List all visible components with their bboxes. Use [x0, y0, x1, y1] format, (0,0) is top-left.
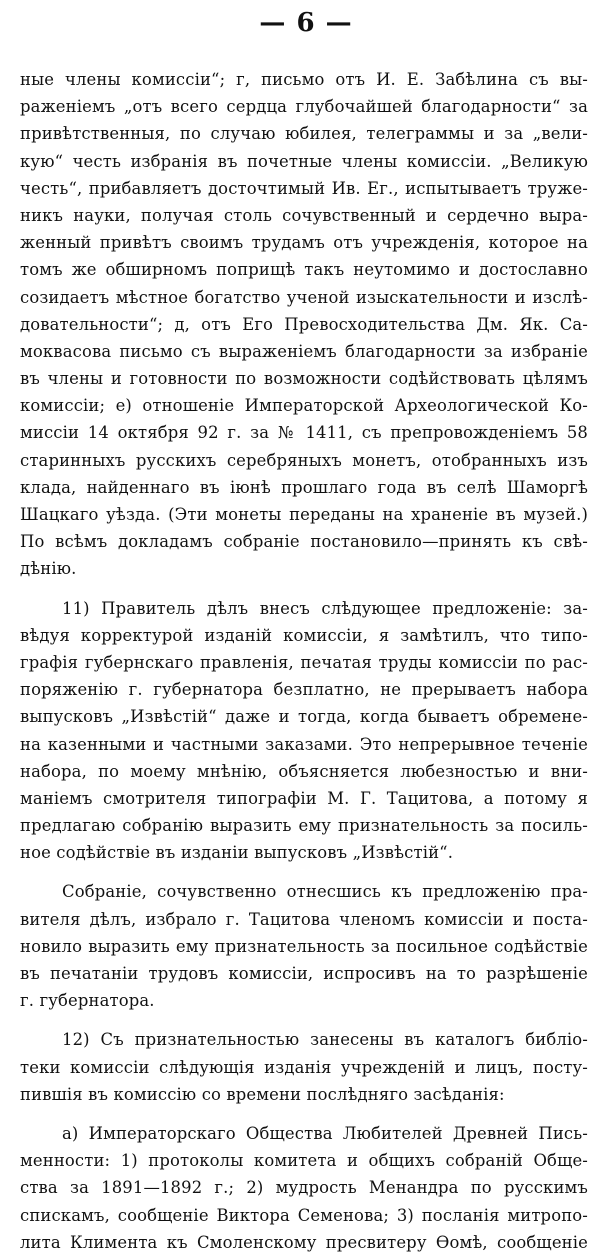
text-line: г. губернатора.	[20, 991, 155, 1011]
text-line: раженіемъ „отъ всего сердца глубочайшей благодарности“ за	[20, 97, 588, 117]
text-line: лита Климента къ Смоленскому пресвитеру Ѳомѣ, сообщеніе	[20, 1232, 588, 1252]
text-line: По всѣмъ докладамъ собраніе постановило—принять къ свѣ-	[20, 532, 588, 552]
text-line: моквасова письмо съ выраженіемъ благодарности за избраніе	[20, 341, 588, 361]
paragraph-gap	[20, 1108, 588, 1120]
text-line: комиссіи; е) отношеніе Императорской Археологической Ко-	[20, 396, 588, 416]
text-line: теки комиссіи слѣдующія изданія учрежденій и лицъ, посту-	[20, 1057, 588, 1077]
text-line: а) Императорскаго Общества Любителей Древней Пись-	[62, 1123, 588, 1143]
paragraph-item-12	[20, 1026, 588, 1108]
document-body	[20, 66, 588, 1256]
text-line: выпусковъ „Извѣстій“ даже и тогда, когда бываетъ обремене-	[20, 707, 588, 727]
paragraph-continuation	[20, 66, 588, 583]
page-number: — 6 —	[259, 8, 353, 38]
text-line: вѣдуя корректурой изданій комиссіи, я замѣтилъ, что типо-	[20, 625, 588, 645]
text-line: никъ науки, получая столь сочувственный и сердечно выра-	[20, 205, 588, 225]
text-line: кую“ честь избранія въ почетные члены комиссіи. „Великую	[20, 151, 588, 171]
text-line: 12) Съ признательностью занесены въ каталогъ библіо-	[62, 1030, 588, 1050]
text-line: набора, по моему мнѣнію, объясняется любезностью и вни-	[20, 761, 588, 781]
paragraph-assembly-decision	[20, 878, 588, 1014]
text-line: клада, найденнаго въ іюнѣ прошлаго года въ селѣ Шаморгѣ	[20, 477, 588, 497]
text-line: графія губернскаго правленія, печатая труды комиссіи по рас-	[20, 652, 588, 672]
text-line: новило выразить ему признательность за посильное содѣйствіе	[20, 936, 588, 956]
text-line: женный привѣтъ своимъ трудамъ отъ учрежденія, которое на	[20, 233, 588, 253]
text-line: 11) Правитель дѣлъ внесъ слѣдующее предложеніе: за-	[62, 598, 588, 618]
text-line: довательности“; д, отъ Его Превосходительства Дм. Як. Са-	[20, 314, 588, 334]
paragraph-gap	[20, 866, 588, 878]
text-line: пившія въ комиссію со времени послѣдняго засѣданія:	[20, 1084, 505, 1104]
text-line: привѣтственныя, по случаю юбилея, телеграммы и за „вели-	[20, 124, 588, 144]
text-line: предлагаю собранію выразить ему признательность за посиль-	[20, 816, 588, 836]
text-line: на казенными и частными заказами. Это непрерывное теченіе	[20, 734, 588, 754]
text-line: старинныхъ русскихъ серебряныхъ монетъ, отобранныхъ изъ	[20, 450, 588, 470]
text-line: ные члены комиссіи“; г, письмо отъ И. Е. Забѣлина съ вы-	[20, 70, 588, 89]
text-line: созидаетъ мѣстное богатство ученой изыскательности и изслѣ-	[20, 287, 588, 307]
paragraph-item-11	[20, 595, 588, 867]
text-line: спискамъ, сообщеніе Виктора Семенова; 3) посланія митропо-	[20, 1205, 588, 1225]
text-line: поряженію г. губернатора безплатно, не прерываетъ набора	[20, 680, 588, 700]
text-line: въ члены и готовности по возможности содѣйствовать цѣлямъ	[20, 369, 588, 389]
text-line: дѣнію.	[20, 559, 77, 579]
text-line: миссіи 14 октября 92 г. за № 1411, съ препровожденіемъ 58	[20, 423, 588, 443]
text-line: ное содѣйствіе въ изданіи выпусковъ „Извѣстій“.	[20, 843, 454, 863]
text-line: честь“, прибавляетъ досточтимый Ив. Ег., испытываетъ труже-	[20, 178, 588, 198]
text-line: вителя дѣлъ, избрало г. Тацитова членомъ комиссіи и поста-	[20, 909, 588, 929]
text-line: ства за 1891—1892 г.; 2) мудрость Менандра по русскимъ	[20, 1178, 588, 1198]
paragraph-gap	[20, 1014, 588, 1026]
text-line: томъ же обширномъ поприщѣ такъ неутомимо и достославно	[20, 260, 588, 280]
paragraph-item-12a	[20, 1120, 588, 1256]
text-line: Шацкаго уѣзда. (Эти монеты переданы на храненіе въ музей.)	[20, 505, 588, 524]
text-line: менности: 1) протоколы комитета и общихъ собраній Обще-	[20, 1151, 588, 1171]
text-line: маніемъ смотрителя типографіи М. Г. Тацитова, а потому я	[20, 788, 588, 808]
text-line: Собраніе, сочувственно отнесшись къ предложенію пра-	[62, 882, 588, 902]
text-line: въ печатаніи трудовъ комиссіи, испросивъ на то разрѣшеніе	[20, 964, 588, 983]
paragraph-gap	[20, 583, 588, 595]
